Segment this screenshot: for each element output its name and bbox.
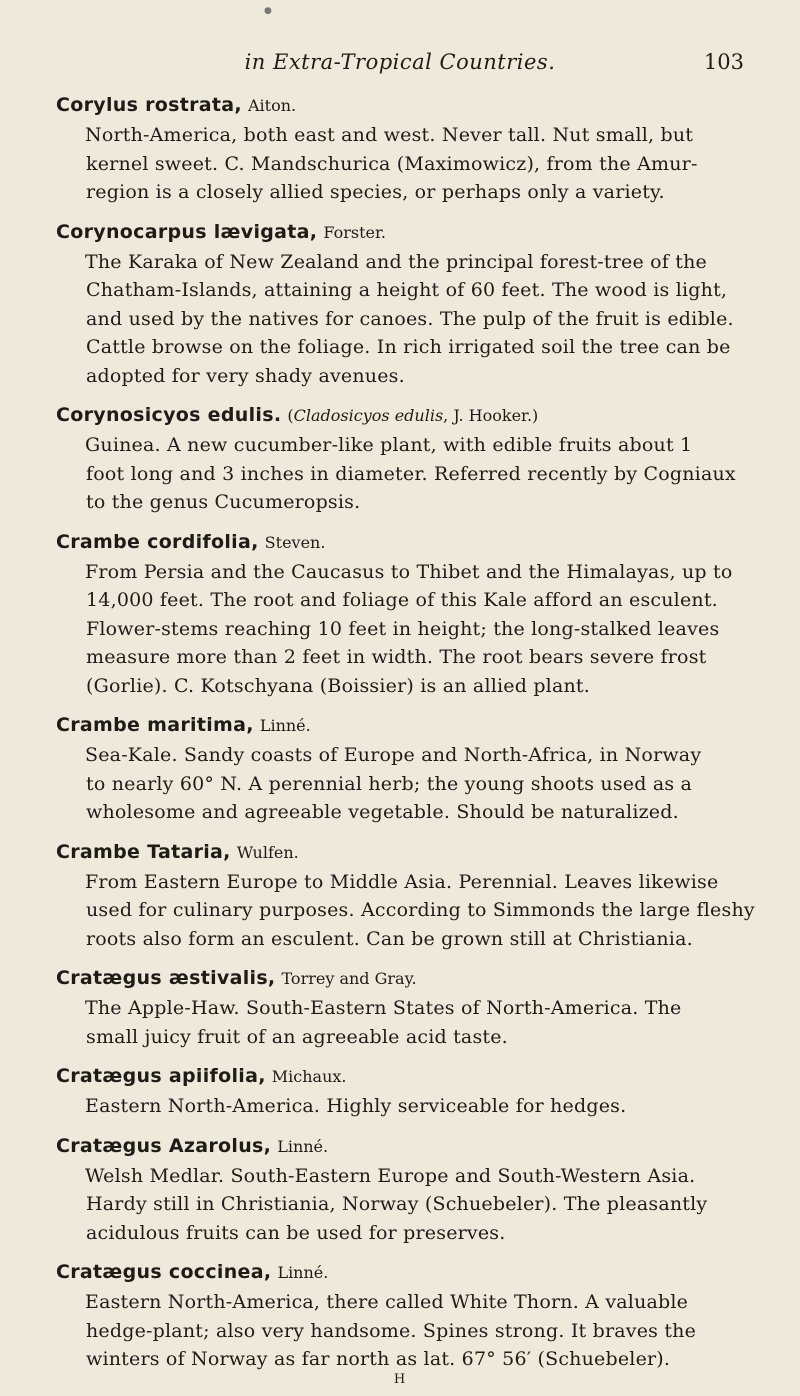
text-line: North-America, both east and west. Never tall. Nut small, but <box>85 124 694 146</box>
page-number: 103 <box>703 50 744 74</box>
text-line: adopted for very shady avenues. <box>86 364 405 387</box>
entry-description <box>86 248 744 391</box>
species-name: Cratægus æstivalis, <box>56 967 276 989</box>
entry-description <box>86 121 744 207</box>
species-authority: Linné. <box>277 1136 329 1156</box>
species-name: Crambe maritima, <box>56 714 254 736</box>
text-line: Eastern North-America, there called White Thorn. A valuable <box>85 1291 689 1313</box>
species-authority: Aiton. <box>248 96 297 115</box>
text-line: kernel sweet. C. Mandschurica (Maximowicz), from the Amur- <box>86 152 698 175</box>
species-authority: Linné. <box>277 1263 329 1282</box>
entry <box>56 1131 744 1248</box>
species-name: Cratægus Azarolus, <box>56 1134 272 1157</box>
entry <box>56 527 744 701</box>
running-title: in Extra-Tropical Countries. <box>244 50 556 74</box>
entry-heading <box>56 90 744 121</box>
entry-heading <box>56 400 744 431</box>
entry-description <box>86 558 744 701</box>
entry <box>56 217 744 391</box>
text-line: (Gorlie). C. Kotschyana (Boissier) is an allied plant. <box>86 674 590 697</box>
text-line: small juicy fruit of an agreeable acid taste. <box>86 1025 508 1048</box>
text-line: Welsh Medlar. South-Eastern Europe and South-Western Asia. <box>85 1164 696 1187</box>
text-line: wholesome and agreeable vegetable. Should be naturalized. <box>86 801 679 823</box>
text-line: region is a closely allied species, or perhaps only a variety. <box>86 181 665 203</box>
entry-heading <box>56 1061 744 1092</box>
entry-heading <box>56 1131 744 1162</box>
entry-heading <box>56 963 744 994</box>
species-name: Corynosicyos edulis. <box>56 404 282 426</box>
entry-heading <box>56 1257 744 1288</box>
signature-mark: H <box>393 1372 407 1387</box>
species-name: Crambe cordifolia, <box>56 530 259 553</box>
species-authority: Forster. <box>323 222 386 242</box>
text-line: winters of Norway as far north as lat. 67° 56′ (Schuebeler). <box>86 1348 671 1370</box>
text-line: Sea-Kale. Sandy coasts of Europe and North-Africa, in Norway <box>85 744 702 766</box>
entry-description <box>85 868 755 954</box>
text-line: acidulous fruits can be used for preserves. <box>86 1221 506 1244</box>
species-authority: Steven. <box>264 532 326 552</box>
entry-description <box>86 1288 744 1374</box>
entry <box>56 1061 744 1121</box>
entry-description <box>86 994 744 1051</box>
entry-description <box>86 741 744 827</box>
entry <box>56 963 744 1051</box>
text-line: Hardy still in Christiania, Norway (Schuebeler). The pleasantly <box>86 1193 708 1215</box>
entry-heading <box>56 710 744 741</box>
entry <box>56 1257 744 1374</box>
entry <box>56 400 744 517</box>
species-authority: Wulfen. <box>236 842 299 862</box>
entry <box>56 710 744 827</box>
printer-mark: ● <box>264 6 272 16</box>
species-name: Corylus rostrata, <box>56 94 242 116</box>
text-line: Guinea. A new cucumber-like plant, with edible fruits about 1 <box>85 434 693 456</box>
entry-heading <box>56 217 744 248</box>
text-line: From Eastern Europe to Middle Asia. Perennial. Leaves likewise <box>85 870 719 893</box>
species-name: Corynocarpus lævigata, <box>56 220 318 243</box>
entry-description <box>86 1092 744 1121</box>
text-line: to the genus Cucumeropsis. <box>86 491 361 513</box>
text-line: foot long and 3 inches in diameter. Referred recently by Cogniaux <box>86 462 736 485</box>
entry-description <box>86 431 744 517</box>
entry-heading <box>56 837 744 868</box>
entry-heading <box>56 527 744 558</box>
entry <box>56 90 744 207</box>
species-name: Crambe Tataria, <box>56 840 231 863</box>
text-line: hedge-plant; also very handsome. Spines strong. It braves the <box>86 1319 697 1342</box>
species-authority: Michaux. <box>271 1067 347 1086</box>
species-authority: Linné. <box>259 716 311 735</box>
species-authority: (Cladosicyos edulis, J. Hooker.) <box>287 406 539 425</box>
species-name: Cratægus apiifolia, <box>56 1065 266 1087</box>
text-line: roots also form an esculent. Can be grown still at Christiania. <box>86 927 693 950</box>
text-line: Flower-stems reaching 10 feet in height; the long-stalked leaves <box>86 617 720 640</box>
book-page <box>56 0 755 1374</box>
species-name: Cratægus coccinea, <box>56 1261 272 1283</box>
text-line: measure more than 2 feet in width. The root bears severe frost <box>86 646 707 668</box>
text-line: to nearly 60° N. A perennial herb; the young shoots used as a <box>86 772 693 795</box>
text-line: and used by the natives for canoes. The pulp of the fruit is edible. <box>86 307 734 330</box>
text-line: Chatham-Islands, attaining a height of 60 feet. The wood is light, <box>86 279 728 301</box>
text-line: Cattle browse on the foliage. In rich irrigated soil the tree can be <box>86 336 731 358</box>
text-line: The Karaka of New Zealand and the principal forest-tree of the <box>85 250 707 273</box>
text-line: Eastern North-America. Highly serviceable for hedges. <box>85 1095 627 1117</box>
species-authority: Torrey and Gray. <box>281 969 417 988</box>
entry-list <box>56 90 755 1374</box>
entry-description <box>86 1162 744 1248</box>
text-line: used for culinary purposes. According to Simmonds the large fleshy <box>86 899 755 921</box>
entry <box>56 837 755 954</box>
text-line: The Apple-Haw. South-Eastern States of North-America. The <box>85 997 682 1019</box>
text-line: From Persia and the Caucasus to Thibet and the Himalayas, up to <box>85 560 733 583</box>
text-line: 14,000 feet. The root and foliage of this Kale afford an esculent. <box>86 589 718 611</box>
running-head <box>56 0 744 80</box>
